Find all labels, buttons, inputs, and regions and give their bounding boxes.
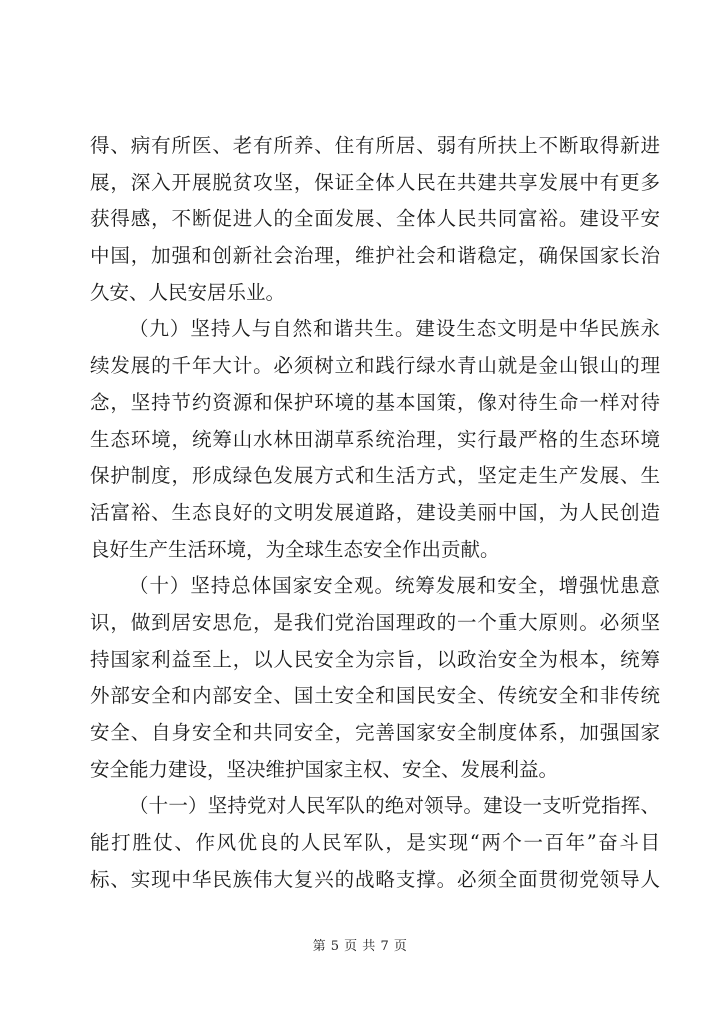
paragraph-4-line-3: 标、实现中华民族伟大复兴的战略支撑。必须全面贯彻党领导人	[90, 867, 660, 891]
paragraph-2-line-1: （九）坚持人与自然和谐共生。建设生态文明是中华民族永	[129, 317, 660, 341]
body-text	[90, 128, 660, 898]
paragraph-3-line-1: （十）坚持总体国家安全观。统筹发展和安全，增强忧患意	[129, 574, 660, 598]
paragraph-2-line-5: 保护制度，形成绿色发展方式和生活方式，坚定走生产发展、生	[90, 464, 660, 488]
paragraph-2-line-7: 良好生产生活环境，为全球生态安全作出贡献。	[90, 537, 500, 561]
paragraph-2-line-6: 活富裕、生态良好的文明发展道路，建设美丽中国，为人民创造	[90, 500, 660, 524]
paragraph-3-line-4: 外部安全和内部安全、国土安全和国民安全、传统安全和非传统	[90, 684, 660, 708]
paragraph-2-line-3: 念，坚持节约资源和保护环境的基本国策，像对待生命一样对待	[90, 390, 660, 414]
paragraph-3-line-5: 安全、自身安全和共同安全，完善国家安全制度体系，加强国家	[90, 721, 660, 744]
paragraph-1-line-4: 中国，加强和创新社会治理，维护社会和谐稳定，确保国家长治	[90, 244, 660, 268]
paragraph-1-line-2: 展，深入开展脱贫攻坚，保证全体人民在共建共享发展中有更多	[90, 170, 660, 194]
paragraph-4-line-1: （十一）坚持党对人民军队的绝对领导。建设一支听党指挥、	[129, 794, 660, 818]
paragraph-1-line-3: 获得感，不断促进人的全面发展、全体人民共同富裕。建设平安	[90, 207, 660, 231]
page-number-footer: 第 5 页 共 7 页	[312, 939, 408, 954]
paragraph-2-line-2: 续发展的千年大计。必须树立和践行绿水青山就是金山银山的理	[90, 354, 660, 378]
paragraph-2-line-4: 生态环境，统筹山水林田湖草系统治理，实行最严格的生态环境	[90, 427, 660, 451]
paragraph-1-line-5: 久安、人民安居乐业。	[90, 280, 286, 304]
paragraph-4-line-2: 能打胜仗、作风优良的人民军队，是实现“两个一百年”奋斗目	[90, 831, 660, 855]
paragraph-1-line-1: 得、病有所医、老有所养、住有所居、弱有所扶上不断取得新进	[90, 134, 660, 157]
paragraph-3-line-3: 持国家利益至上，以人民安全为宗旨，以政治安全为根本，统筹	[90, 647, 660, 671]
paragraph-3-line-6: 安全能力建设，坚决维护国家主权、安全、发展利益。	[90, 757, 559, 781]
paragraph-3-line-2: 识，做到居安思危，是我们党治国理政的一个重大原则。必须坚	[90, 610, 660, 634]
